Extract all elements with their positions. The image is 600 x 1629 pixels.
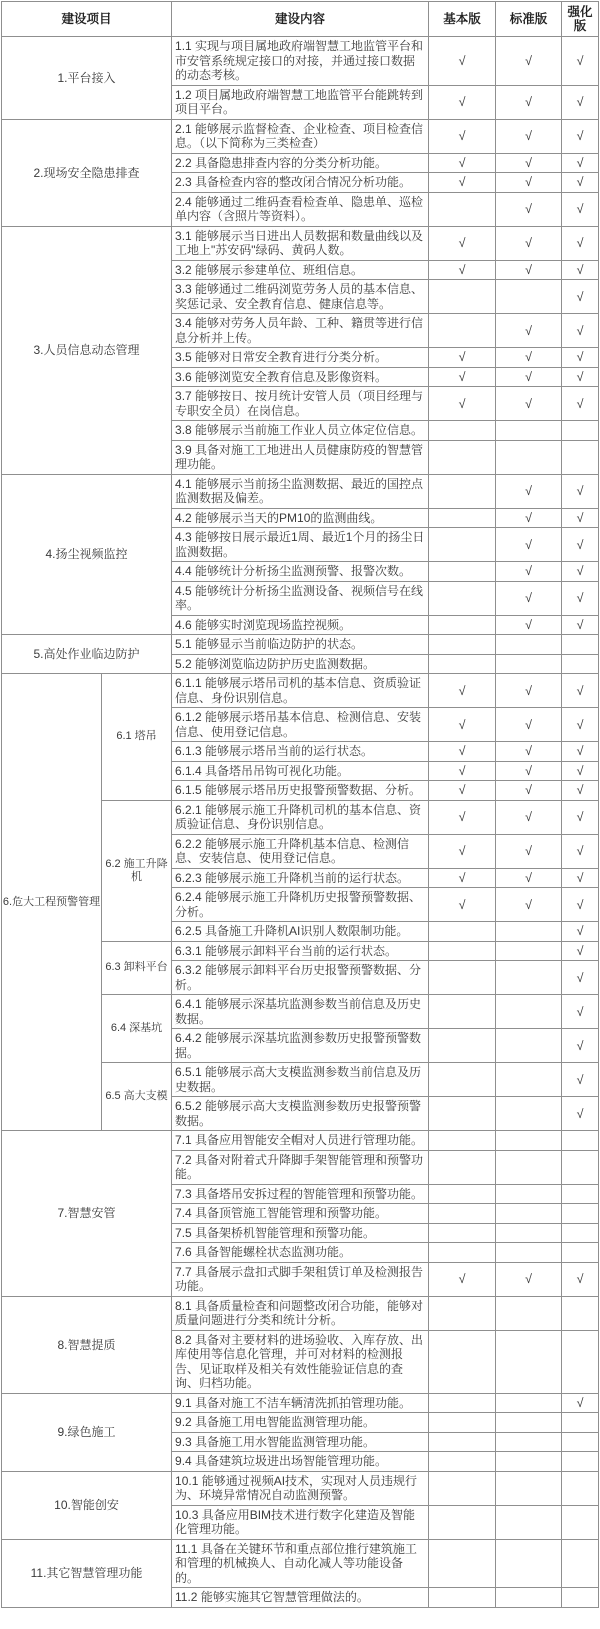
feature-matrix-table [1,1,599,1608]
check-cell-basic [429,1131,496,1151]
check-cell-basic [429,615,496,635]
content-cell: 7.1 具备应用智能安全帽对人员进行管理功能。 [172,1131,429,1151]
check-cell-standard: √ [496,708,562,742]
check-cell-standard: √ [496,562,562,582]
project-cell: 2.现场安全隐患排查 [2,119,172,226]
check-cell-basic: √ [429,153,496,173]
check-cell-enhanced: √ [562,868,599,888]
content-cell: 6.2.2 能够展示施工升降机基本信息、检测信息、安装信息、使用登记信息。 [172,834,429,868]
content-cell: 7.3 具备塔吊安拆过程的智能管理和预警功能。 [172,1184,429,1204]
check-cell-standard: √ [496,119,562,153]
check-cell-standard: √ [496,508,562,528]
check-cell-standard [496,1204,562,1224]
content-cell: 6.1.4 具备塔吊吊钩可视化功能。 [172,761,429,781]
check-cell-enhanced: √ [562,508,599,528]
column-header-project: 建设项目 [2,2,172,37]
content-cell: 9.4 具备建筑垃圾进出场智能管理功能。 [172,1452,429,1472]
check-cell-standard [496,1539,562,1588]
check-cell-enhanced: √ [562,1097,599,1131]
subproject-cell: 6.1 塔吊 [102,674,172,801]
check-cell-standard: √ [496,314,562,348]
check-cell-standard [496,995,562,1029]
check-cell-basic [429,314,496,348]
check-cell-standard: √ [496,761,562,781]
check-cell-enhanced: √ [562,941,599,961]
check-cell-basic [429,1393,496,1413]
content-cell: 6.4.2 能够展示深基坑监测参数历史报警预警数据。 [172,1029,429,1063]
project-cell: 7.智慧安管 [2,1131,172,1297]
check-cell-standard: √ [496,192,562,226]
check-cell-basic: √ [429,781,496,801]
check-cell-standard: √ [496,674,562,708]
content-cell: 6.1.2 能够展示塔吊基本信息、检测信息、安装信息、使用登记信息。 [172,708,429,742]
check-cell-enhanced: √ [562,581,599,615]
check-cell-standard [496,1393,562,1413]
check-cell-basic [429,961,496,995]
check-cell-enhanced: √ [562,961,599,995]
check-cell-standard: √ [496,226,562,260]
content-cell: 8.1 具备质量检查和问题整改闭合功能，能够对质量问题进行分类和统计分析。 [172,1296,429,1330]
check-cell-enhanced [562,1223,599,1243]
check-cell-standard [496,1432,562,1452]
check-cell-standard: √ [496,1262,562,1296]
check-cell-basic: √ [429,37,496,86]
column-header-content: 建设内容 [172,2,429,37]
check-cell-enhanced: √ [562,153,599,173]
check-cell-basic: √ [429,834,496,868]
content-cell: 10.3 具备应用BIM技术进行数字化建造及智能化管理功能。 [172,1505,429,1539]
check-cell-basic [429,1204,496,1224]
check-cell-enhanced: √ [562,474,599,508]
check-cell-standard [496,1505,562,1539]
content-cell: 3.7 能够按日、按月统计安管人员（项目经理与专职安全员）在岗信息。 [172,387,429,421]
check-cell-enhanced [562,1432,599,1452]
check-cell-basic: √ [429,761,496,781]
check-cell-enhanced: √ [562,192,599,226]
check-cell-basic [429,528,496,562]
check-cell-basic: √ [429,1262,496,1296]
table-row [2,474,599,508]
content-cell: 9.3 具备施工用水智能监测管理功能。 [172,1432,429,1452]
content-cell: 2.2 具备隐患排查内容的分类分析功能。 [172,153,429,173]
check-cell-standard [496,421,562,441]
table-row [2,1131,599,1151]
table-row [2,119,599,153]
check-cell-standard: √ [496,367,562,387]
check-cell-enhanced: √ [562,708,599,742]
content-cell: 4.3 能够按日展示最近1周、最近1个月的扬尘日监测数据。 [172,528,429,562]
check-cell-enhanced: √ [562,348,599,368]
check-cell-basic [429,995,496,1029]
content-cell: 8.2 具备对主要材料的进场验收、入库存放、出库使用等信息化管理，并可对材料的检测报告、见证取样及相关有效性能验证信息的查询、归档功能。 [172,1330,429,1393]
content-cell: 4.6 能够实时浏览现场监控视频。 [172,615,429,635]
column-header-standard: 标准版 [496,2,562,37]
check-cell-basic [429,1539,496,1588]
check-cell-standard: √ [496,173,562,193]
table-row [2,226,599,260]
check-cell-enhanced: √ [562,85,599,119]
check-cell-basic [429,1588,496,1608]
check-cell-standard [496,1243,562,1263]
check-cell-basic [429,635,496,655]
check-cell-enhanced [562,1413,599,1433]
table-row [2,37,599,86]
project-cell: 9.绿色施工 [2,1393,172,1471]
subproject-cell: 6.3 卸料平台 [102,941,172,995]
check-cell-standard [496,941,562,961]
check-cell-enhanced [562,1184,599,1204]
check-cell-standard: √ [496,37,562,86]
check-cell-standard: √ [496,868,562,888]
check-cell-basic: √ [429,674,496,708]
check-cell-enhanced [562,1330,599,1393]
check-cell-standard [496,1471,562,1505]
check-cell-standard: √ [496,387,562,421]
content-cell: 3.2 能够展示参建单位、班组信息。 [172,260,429,280]
check-cell-basic [429,1223,496,1243]
table-row [2,1539,599,1588]
check-cell-basic [429,581,496,615]
check-cell-enhanced: √ [562,742,599,762]
check-cell-standard [496,1184,562,1204]
check-cell-enhanced: √ [562,260,599,280]
check-cell-enhanced: √ [562,995,599,1029]
check-cell-enhanced: √ [562,1393,599,1413]
check-cell-standard [496,1296,562,1330]
check-cell-enhanced: √ [562,314,599,348]
check-cell-enhanced [562,654,599,674]
check-cell-enhanced [562,1243,599,1263]
check-cell-standard: √ [496,781,562,801]
check-cell-standard [496,440,562,474]
check-cell-basic: √ [429,888,496,922]
check-cell-enhanced: √ [562,674,599,708]
check-cell-standard [496,1223,562,1243]
check-cell-standard [496,635,562,655]
check-cell-enhanced: √ [562,226,599,260]
content-cell: 1.1 实现与项目属地政府端智慧工地监管平台和市安管系统规定接口的对接，并通过接口数据的动态考核。 [172,37,429,86]
check-cell-basic [429,1296,496,1330]
check-cell-standard [496,1150,562,1184]
check-cell-basic [429,1471,496,1505]
content-cell: 6.2.3 能够展示施工升降机当前的运行状态。 [172,868,429,888]
check-cell-basic [429,1150,496,1184]
check-cell-standard [496,922,562,942]
check-cell-enhanced: √ [562,888,599,922]
content-cell: 2.4 能够通过二维码查看检查单、隐患单、巡检单内容（含照片等资料）。 [172,192,429,226]
check-cell-basic [429,922,496,942]
check-cell-standard: √ [496,260,562,280]
check-cell-enhanced: √ [562,781,599,801]
content-cell: 6.4.1 能够展示深基坑监测参数当前信息及历史数据。 [172,995,429,1029]
content-cell: 3.9 具备对施工工地进出人员健康防疫的智慧管理功能。 [172,440,429,474]
check-cell-standard [496,1097,562,1131]
check-cell-enhanced: √ [562,1063,599,1097]
check-cell-enhanced: √ [562,800,599,834]
project-cell: 11.其它智慧管理功能 [2,1539,172,1607]
subproject-cell: 6.4 深基坑 [102,995,172,1063]
table-row [2,674,599,708]
check-cell-basic: √ [429,868,496,888]
check-cell-standard: √ [496,800,562,834]
check-cell-standard: √ [496,742,562,762]
check-cell-basic [429,562,496,582]
subproject-cell: 6.2 施工升降机 [102,800,172,941]
check-cell-basic: √ [429,119,496,153]
check-cell-standard [496,1063,562,1097]
table-row [2,1471,599,1505]
check-cell-standard: √ [496,834,562,868]
content-cell: 1.2 项目属地政府端智慧工地监管平台能跳转到项目平台。 [172,85,429,119]
check-cell-enhanced [562,1131,599,1151]
content-cell: 3.5 能够对日常安全教育进行分类分析。 [172,348,429,368]
check-cell-basic [429,508,496,528]
check-cell-standard [496,1029,562,1063]
content-cell: 10.1 能够通过视频AI技术，实现对人员违规行为、环境异常情况自动监测预警。 [172,1471,429,1505]
check-cell-basic: √ [429,742,496,762]
check-cell-standard [496,1452,562,1472]
content-cell: 4.5 能够统计分析扬尘监测设备、视频信号在线率。 [172,581,429,615]
check-cell-standard [496,654,562,674]
check-cell-standard: √ [496,888,562,922]
check-cell-enhanced [562,1471,599,1505]
check-cell-enhanced: √ [562,528,599,562]
check-cell-enhanced [562,635,599,655]
content-cell: 2.3 具备检查内容的整改闭合情况分析功能。 [172,173,429,193]
check-cell-enhanced: √ [562,280,599,314]
content-cell: 9.1 具备对施工不洁车辆清洗抓拍管理功能。 [172,1393,429,1413]
check-cell-basic [429,1452,496,1472]
check-cell-enhanced [562,1452,599,1472]
check-cell-enhanced [562,1539,599,1588]
check-cell-standard: √ [496,85,562,119]
check-cell-basic [429,654,496,674]
content-cell: 2.1 能够展示监督检查、企业检查、项目检查信息。（以下简称为三类检查） [172,119,429,153]
content-cell: 6.2.1 能够展示施工升降机司机的基本信息、资质验证信息、身份识别信息。 [172,800,429,834]
project-cell: 1.平台接入 [2,37,172,120]
content-cell: 9.2 具备施工用电智能监测管理功能。 [172,1413,429,1433]
check-cell-standard [496,961,562,995]
check-cell-basic [429,474,496,508]
content-cell: 7.4 具备顶管施工智能管理和预警功能。 [172,1204,429,1224]
content-cell: 6.1.1 能够展示塔吊司机的基本信息、资质验证信息、身份识别信息。 [172,674,429,708]
column-header-basic: 基本版 [429,2,496,37]
content-cell: 6.3.2 能够展示卸料平台历史报警预警数据、分析。 [172,961,429,995]
check-cell-standard [496,280,562,314]
check-cell-basic [429,1413,496,1433]
column-header-enhanced: 强化版 [562,2,599,37]
check-cell-basic: √ [429,173,496,193]
content-cell: 11.2 能够实施其它智慧管理做法的。 [172,1588,429,1608]
check-cell-basic [429,421,496,441]
check-cell-standard: √ [496,474,562,508]
check-cell-enhanced: √ [562,1029,599,1063]
check-cell-standard: √ [496,615,562,635]
project-cell: 3.人员信息动态管理 [2,226,172,474]
check-cell-enhanced [562,421,599,441]
check-cell-basic [429,1184,496,1204]
check-cell-enhanced: √ [562,562,599,582]
content-cell: 4.4 能够统计分析扬尘监测预警、报警次数。 [172,562,429,582]
check-cell-enhanced [562,1204,599,1224]
content-cell: 3.1 能够展示当日进出人员数据和数量曲线以及工地上"苏安码"绿码、黄码人数。 [172,226,429,260]
table-row [2,1296,599,1330]
check-cell-basic: √ [429,260,496,280]
check-cell-enhanced [562,1296,599,1330]
check-cell-basic [429,192,496,226]
content-cell: 4.1 能够展示当前扬尘监测数据、最近的国控点监测数据及偏差。 [172,474,429,508]
check-cell-standard [496,1330,562,1393]
check-cell-basic: √ [429,387,496,421]
content-cell: 6.5.2 能够展示高大支模监测参数历史报警预警数据。 [172,1097,429,1131]
check-cell-basic: √ [429,348,496,368]
check-cell-basic [429,1097,496,1131]
check-cell-enhanced: √ [562,922,599,942]
check-cell-basic [429,440,496,474]
check-cell-basic [429,1432,496,1452]
table-body [2,37,599,1608]
check-cell-enhanced: √ [562,119,599,153]
project-cell: 6.危大工程预警管理 [2,674,102,1131]
content-cell: 6.2.4 能够展示施工升降机历史报警预警数据、分析。 [172,888,429,922]
content-cell: 5.1 能够显示当前临边防护的状态。 [172,635,429,655]
check-cell-basic: √ [429,226,496,260]
check-cell-standard: √ [496,528,562,562]
check-cell-basic [429,1330,496,1393]
check-cell-basic [429,1029,496,1063]
table-row [2,635,599,655]
check-cell-enhanced: √ [562,173,599,193]
check-cell-enhanced: √ [562,387,599,421]
check-cell-enhanced [562,1150,599,1184]
check-cell-basic: √ [429,800,496,834]
check-cell-standard: √ [496,153,562,173]
content-cell: 7.7 具备展示盘扣式脚手架租赁订单及检测报告功能。 [172,1262,429,1296]
check-cell-basic [429,1243,496,1263]
check-cell-basic: √ [429,367,496,387]
check-cell-basic [429,1505,496,1539]
check-cell-basic [429,1063,496,1097]
check-cell-basic: √ [429,708,496,742]
table-row [2,1393,599,1413]
check-cell-enhanced [562,440,599,474]
check-cell-standard [496,1413,562,1433]
content-cell: 3.4 能够对劳务人员年龄、工种、籍贯等进行信息分析并上传。 [172,314,429,348]
content-cell: 6.1.3 能够展示塔吊当前的运行状态。 [172,742,429,762]
check-cell-standard [496,1131,562,1151]
project-cell: 8.智慧提质 [2,1296,172,1393]
project-cell: 5.高处作业临边防护 [2,635,172,674]
check-cell-standard [496,1588,562,1608]
content-cell: 6.3.1 能够展示卸料平台当前的运行状态。 [172,941,429,961]
content-cell: 11.1 具备在关键环节和重点部位推行建筑施工和管理的机械换人、自动化减人等功能设备的。 [172,1539,429,1588]
check-cell-basic: √ [429,85,496,119]
content-cell: 7.6 具备智能螺栓状态监测功能。 [172,1243,429,1263]
check-cell-enhanced [562,1505,599,1539]
content-cell: 3.8 能够展示当前施工作业人员立体定位信息。 [172,421,429,441]
content-cell: 7.5 具备架桥机智能管理和预警功能。 [172,1223,429,1243]
content-cell: 4.2 能够展示当天的PM10的监测曲线。 [172,508,429,528]
content-cell: 5.2 能够浏览临边防护历史监测数据。 [172,654,429,674]
subproject-cell: 6.5 高大支模 [102,1063,172,1131]
header-row [2,2,599,37]
content-cell: 6.1.5 能够展示塔吊历史报警预警数据、分析。 [172,781,429,801]
check-cell-enhanced: √ [562,761,599,781]
check-cell-enhanced: √ [562,1262,599,1296]
content-cell: 6.2.5 具备施工升降机AI识别人数限制功能。 [172,922,429,942]
content-cell: 3.3 能够通过二维码浏览劳务人员的基本信息、奖惩记录、安全教育信息、健康信息等。 [172,280,429,314]
check-cell-enhanced: √ [562,37,599,86]
content-cell: 6.5.1 能够展示高大支模监测参数当前信息及历史数据。 [172,1063,429,1097]
check-cell-standard: √ [496,348,562,368]
check-cell-enhanced: √ [562,615,599,635]
check-cell-enhanced: √ [562,834,599,868]
content-cell: 7.2 具备对附着式升降脚手架智能管理和预警功能。 [172,1150,429,1184]
check-cell-enhanced: √ [562,367,599,387]
check-cell-enhanced [562,1588,599,1608]
check-cell-standard: √ [496,581,562,615]
project-cell: 4.扬尘视频监控 [2,474,172,635]
check-cell-basic [429,280,496,314]
check-cell-basic [429,941,496,961]
content-cell: 3.6 能够浏览安全教育信息及影像资料。 [172,367,429,387]
project-cell: 10.智能创安 [2,1471,172,1539]
